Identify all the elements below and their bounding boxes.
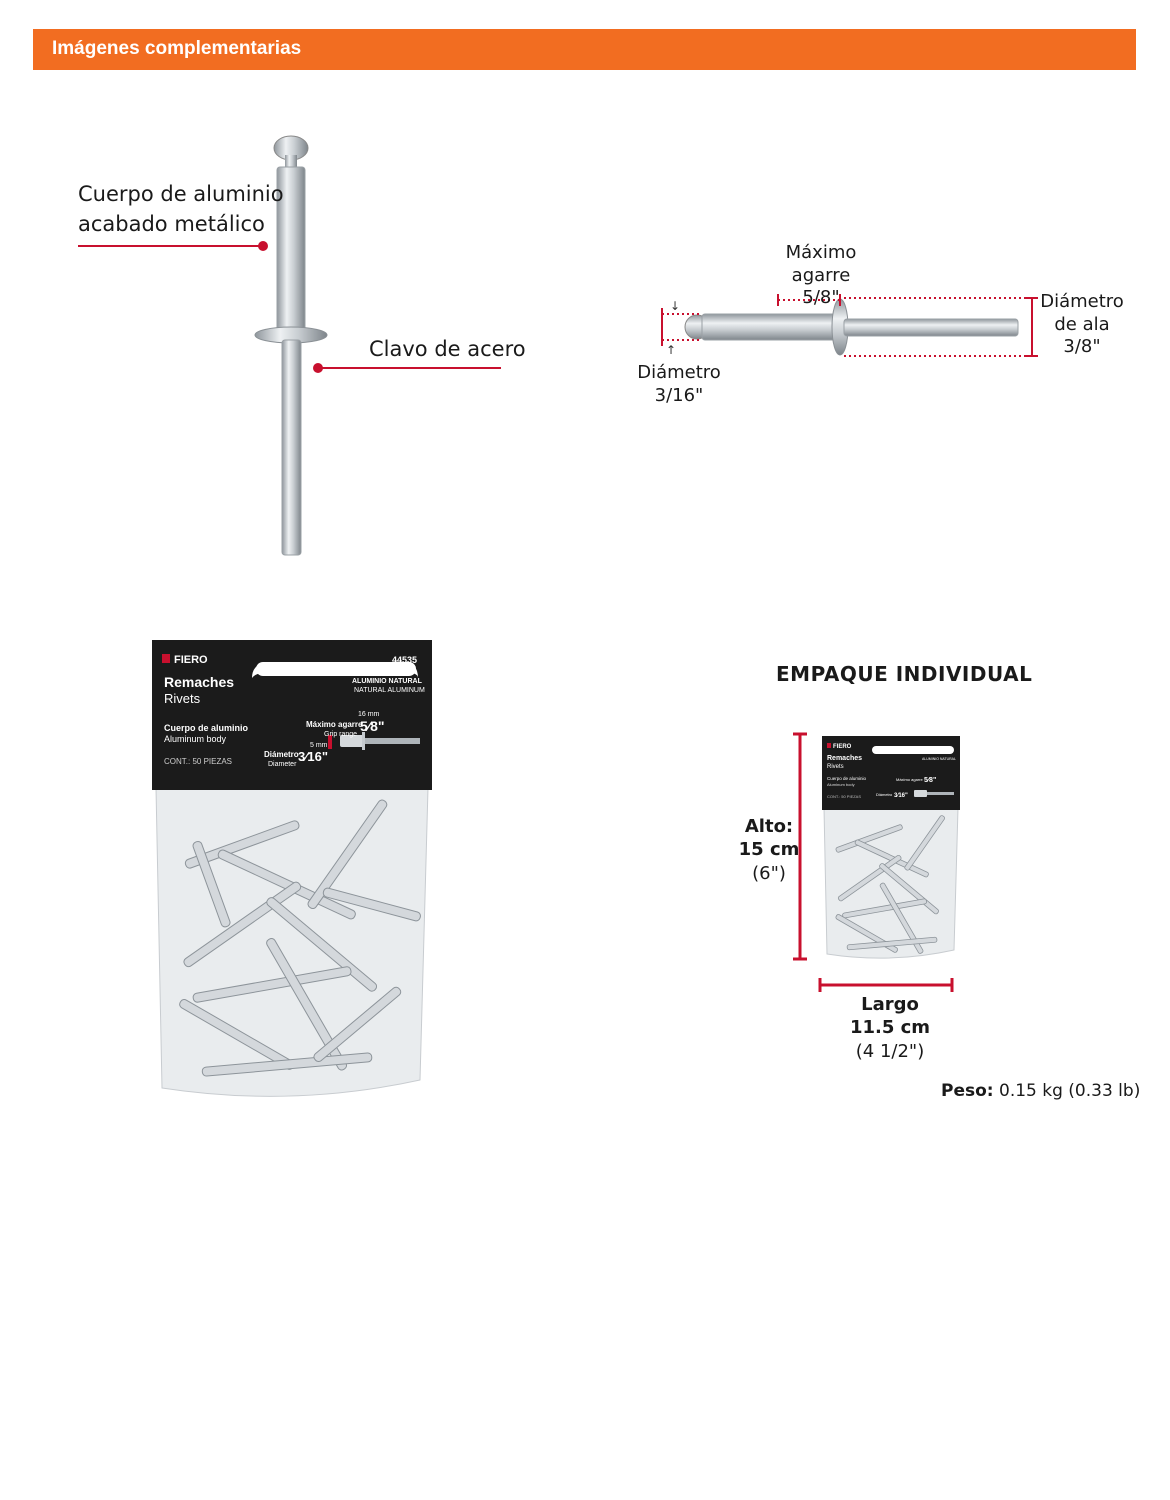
svg-text:↑: ↑: [666, 343, 677, 357]
brand-logo: FIERO: [174, 654, 208, 666]
length-dimension-line: [816, 975, 958, 995]
svg-text:Remaches: Remaches: [827, 755, 863, 762]
package-body-en: Aluminum body: [164, 734, 227, 744]
section-title: Imágenes complementarias: [52, 38, 302, 59]
package-photo: [152, 640, 432, 1100]
height-label: Alto: 15 cm (6"): [738, 816, 800, 884]
svg-text:44535: 44535: [940, 745, 952, 750]
svg-text:Aluminum body: Aluminum body: [827, 782, 855, 787]
package-grip-es: Máximo agarre: [306, 720, 363, 729]
svg-text:5⁄8": 5⁄8": [924, 777, 937, 784]
diameter-label: Diámetro 3/16": [637, 362, 721, 406]
package-grip-en: Grip range: [324, 731, 358, 738]
svg-text:Rivets: Rivets: [827, 764, 844, 770]
package-body-es: Cuerpo de aluminio: [164, 723, 249, 733]
package-title-en: Rivets: [164, 691, 201, 706]
svg-text:Cuerpo de aluminio: Cuerpo de aluminio: [827, 776, 867, 781]
weight-info: Peso: 0.15 kg (0.33 lb): [941, 1081, 1141, 1101]
package-dia-in: 3⁄16": [298, 749, 329, 764]
grip-label: Máximo agarre 5/8": [785, 242, 857, 308]
individual-pack-title: EMPAQUE INDIVIDUAL: [776, 662, 1033, 686]
package-material-en: NATURAL ALUMINUM: [354, 687, 425, 694]
svg-text:ALUMINIO NATURAL: ALUMINIO NATURAL: [922, 757, 956, 761]
svg-text:CONT.: 50 PIEZAS: CONT.: 50 PIEZAS: [827, 794, 862, 799]
package-material-es: ALUMINIO NATURAL: [352, 678, 422, 685]
svg-text:Diámetro: Diámetro: [876, 792, 893, 797]
svg-text:↓: ↓: [670, 299, 681, 313]
rivet-parts-illustration: [0, 0, 600, 600]
nail-label: Clavo de acero: [369, 337, 526, 361]
individual-pack-photo: [822, 736, 960, 962]
svg-text:3⁄16": 3⁄16": [894, 793, 908, 799]
package-dia-mm: 5 mm: [310, 742, 328, 749]
package-dia-es: Diámetro: [264, 750, 299, 759]
svg-text:Máximo agarre: Máximo agarre: [896, 777, 923, 782]
body-label: Cuerpo de aluminio acabado metálico: [78, 182, 284, 237]
length-label: Largo 11.5 cm (4 1/2"): [849, 994, 931, 1062]
package-sku: 44535: [392, 655, 418, 665]
package-dia-en: Diameter: [268, 761, 297, 768]
package-grip-in: 5⁄8": [360, 718, 385, 734]
package-grip-mm: 16 mm: [358, 711, 380, 718]
package-title-es: Remaches: [164, 674, 235, 690]
svg-text:FIERO: FIERO: [833, 744, 852, 750]
flange-diameter-label: Diámetro de ala 3/8": [1040, 291, 1124, 357]
small-package: [822, 736, 960, 962]
package-count: CONT.: 50 PIEZAS: [164, 757, 233, 766]
